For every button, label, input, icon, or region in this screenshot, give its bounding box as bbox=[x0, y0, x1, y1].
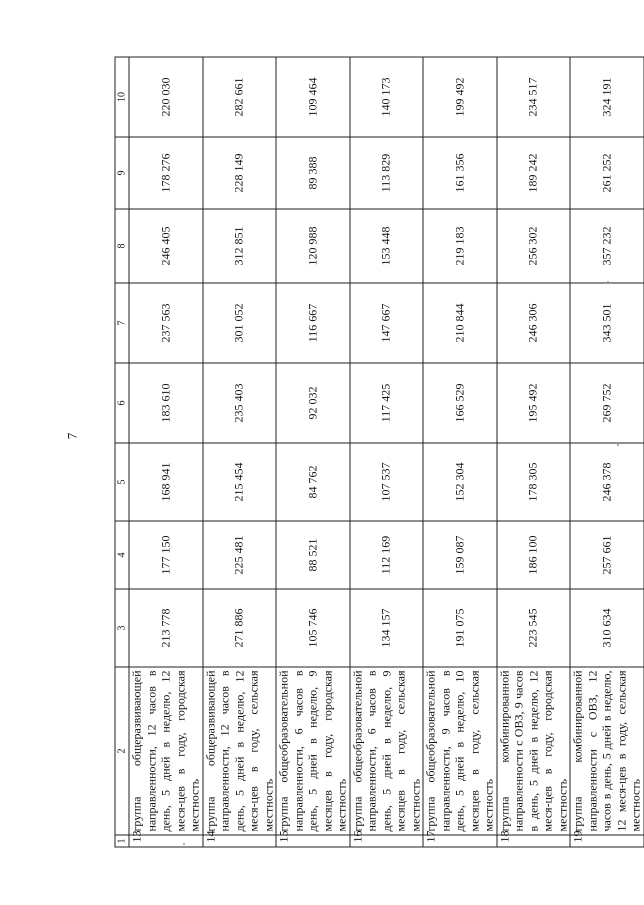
cost-value: 116 667 bbox=[276, 283, 350, 363]
group-description: группа общеобразовательной направленности, 6 часов в день, 5 дней в неделю, 9 месяцев в году, сельская местность bbox=[350, 667, 424, 835]
cost-value: 235 403 bbox=[203, 363, 277, 443]
column-header: 3 bbox=[115, 589, 129, 667]
group-description: группа общеразвивающей направленности, 12 часов в день, 5 дней в неделю, 12 меся-цев в году, сельская местность bbox=[203, 667, 277, 835]
cost-value: 195 492 bbox=[497, 363, 571, 443]
header-row bbox=[115, 57, 129, 847]
row-number: 16 bbox=[350, 835, 424, 847]
column-header: 1 bbox=[115, 835, 129, 847]
cost-value: 269 752 bbox=[570, 363, 644, 443]
cost-value: 84 762 bbox=[276, 443, 350, 521]
cost-value: 153 448 bbox=[350, 209, 424, 283]
cost-value: 166 529 bbox=[423, 363, 497, 443]
cost-value: 89 388 bbox=[276, 137, 350, 209]
cost-value: 159 087 bbox=[423, 521, 497, 589]
cost-value: 178 276 bbox=[129, 137, 203, 209]
cost-value: 191 075 bbox=[423, 589, 497, 667]
cost-value: 189 242 bbox=[497, 137, 571, 209]
cost-value: 178 305 bbox=[497, 443, 571, 521]
cost-value: 213 778 bbox=[129, 589, 203, 667]
table-body bbox=[129, 57, 644, 847]
cost-value: 92 032 bbox=[276, 363, 350, 443]
cost-value: 357 232 bbox=[570, 209, 644, 283]
table-row bbox=[497, 57, 571, 847]
cost-value: 88 521 bbox=[276, 521, 350, 589]
cost-value: 343 501 bbox=[570, 283, 644, 363]
row-number: 13 bbox=[129, 835, 203, 847]
column-header: 8 bbox=[115, 209, 129, 283]
cost-value: 246 306 bbox=[497, 283, 571, 363]
row-number: 14 bbox=[203, 835, 277, 847]
column-header: 7 bbox=[115, 283, 129, 363]
cost-value: 210 844 bbox=[423, 283, 497, 363]
column-header: 5 bbox=[115, 443, 129, 521]
cost-value: 140 173 bbox=[350, 57, 424, 137]
group-description: группа комбинированной направленности с ОВЗ, 12 часов в день, 5 дней в неделю, 12 меся-цев в году, сельская местность bbox=[570, 667, 644, 835]
cost-value: 120 988 bbox=[276, 209, 350, 283]
table-row bbox=[129, 57, 203, 847]
cost-value: 225 481 bbox=[203, 521, 277, 589]
cost-value: 234 517 bbox=[497, 57, 571, 137]
cost-value: 199 492 bbox=[423, 57, 497, 137]
column-header: 10 bbox=[115, 57, 129, 137]
cost-value: 113 829 bbox=[350, 137, 424, 209]
page-number: 7 bbox=[64, 432, 80, 440]
cost-value: 219 183 bbox=[423, 209, 497, 283]
row-number: 19 bbox=[570, 835, 644, 847]
cost-value: 186 100 bbox=[497, 521, 571, 589]
cost-value: 183 610 bbox=[129, 363, 203, 443]
cost-value: 301 052 bbox=[203, 283, 277, 363]
cost-value: 257 661 bbox=[570, 521, 644, 589]
row-number: 18 bbox=[497, 835, 571, 847]
cost-value: 220 030 bbox=[129, 57, 203, 137]
cost-value: 310 634 bbox=[570, 589, 644, 667]
cost-value: 228 149 bbox=[203, 137, 277, 209]
cost-value: 109 464 bbox=[276, 57, 350, 137]
table-row bbox=[350, 57, 424, 847]
table-row bbox=[423, 57, 497, 847]
cost-value: 107 537 bbox=[350, 443, 424, 521]
cost-value: 117 425 bbox=[350, 363, 424, 443]
cost-value: 161 356 bbox=[423, 137, 497, 209]
column-header: 4 bbox=[115, 521, 129, 589]
row-number: 15 bbox=[276, 835, 350, 847]
cost-value: 246 405 bbox=[129, 209, 203, 283]
table-row bbox=[570, 57, 644, 847]
cost-value: 215 454 bbox=[203, 443, 277, 521]
cost-value: 168 941 bbox=[129, 443, 203, 521]
column-header: 6 bbox=[115, 363, 129, 443]
cost-value: 147 667 bbox=[350, 283, 424, 363]
cost-value: 246 378 bbox=[570, 443, 644, 521]
row-number: 17 bbox=[423, 835, 497, 847]
column-header: 9 bbox=[115, 137, 129, 209]
cost-value: 152 304 bbox=[423, 443, 497, 521]
group-description: группа комбинированной направленности с ОВЗ, 9 часов в день, 5 дней в неделю, 12 меся-цев в году, городская местность bbox=[497, 667, 571, 835]
cost-table bbox=[115, 56, 644, 847]
cost-value: 271 886 bbox=[203, 589, 277, 667]
cost-value: 312 851 bbox=[203, 209, 277, 283]
cost-value: 237 563 bbox=[129, 283, 203, 363]
group-description: группа общеразвивающей направленности, 12 часов в день, 5 дней в неделю, 12 меся-цев в году, городская местность bbox=[129, 667, 203, 835]
cost-value: 223 545 bbox=[497, 589, 571, 667]
group-description: группа общеобразовательной направленности, 9 часов в день, 5 дней в неделю, 10 месяцев в году, сельская местность bbox=[423, 667, 497, 835]
table-row bbox=[203, 57, 277, 847]
cost-value: 177 150 bbox=[129, 521, 203, 589]
cost-value: 256 302 bbox=[497, 209, 571, 283]
column-header: 2 bbox=[115, 667, 129, 835]
rotated-table-wrapper bbox=[115, 57, 643, 847]
cost-value: 324 191 bbox=[570, 57, 644, 137]
group-description: группа общеобразовательной направленности, 6 часов в день, 5 дней в неделю, 9 месяцев в году, городская местность bbox=[276, 667, 350, 835]
cost-value: 105 746 bbox=[276, 589, 350, 667]
cost-value: 261 252 bbox=[570, 137, 644, 209]
table-row bbox=[276, 57, 350, 847]
cost-value: 134 157 bbox=[350, 589, 424, 667]
cost-value: 112 169 bbox=[350, 521, 424, 589]
cost-value: 282 661 bbox=[203, 57, 277, 137]
